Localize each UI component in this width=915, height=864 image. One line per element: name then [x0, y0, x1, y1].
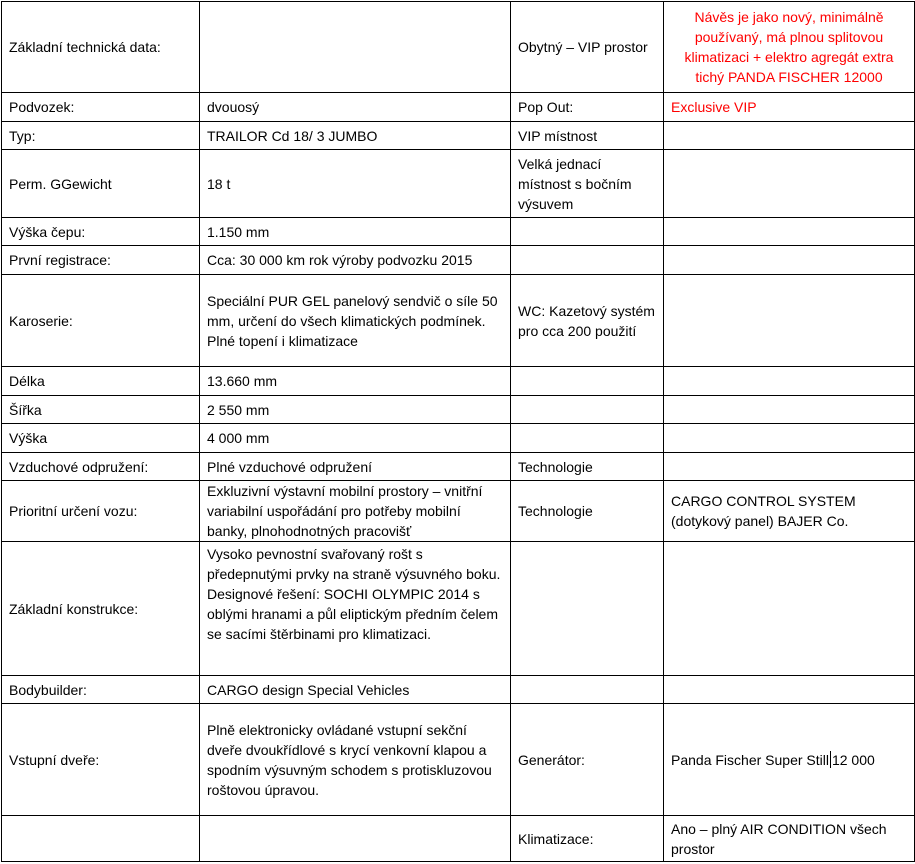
table-row	[2, 246, 915, 275]
row-label: První registrace:	[2, 246, 200, 275]
row-value: TRAILOR Cd 18/ 3 JUMBO	[200, 122, 511, 150]
table-row	[2, 481, 915, 542]
feature-label: Generátor:	[511, 704, 664, 816]
feature-label: Technologie	[511, 481, 664, 542]
row-label: Podvozek:	[2, 93, 200, 122]
row-label: Bodybuilder:	[2, 676, 200, 704]
generator-power: 12 000	[831, 751, 875, 768]
feature-value	[664, 396, 915, 424]
feature-label: Pop Out:	[511, 93, 664, 122]
feature-value	[664, 246, 915, 275]
text-cursor	[830, 751, 831, 768]
condition-note: Návěs je jako nový, minimálně používaný, má plnou splitovou klimatizaci + elektro agregát extra tichý PANDA FISCHER 12000	[664, 2, 915, 93]
feature-value: CARGO CONTROL SYSTEM (dotykový panel) BAJER Co.	[664, 481, 915, 542]
feature-label: VIP místnost	[511, 122, 664, 150]
table-row	[2, 122, 915, 150]
row-value: 4 000 mm	[200, 424, 511, 453]
feature-value	[664, 122, 915, 150]
row-value: CARGO design Special Vehicles	[200, 676, 511, 704]
spec-table	[1, 1, 915, 862]
table-row	[2, 93, 915, 122]
row-label	[2, 816, 200, 862]
row-value: Cca: 30 000 km rok výroby podvozku 2015	[200, 246, 511, 275]
feature-label	[511, 676, 664, 704]
table-row	[2, 150, 915, 218]
row-label: Vstupní dveře:	[2, 704, 200, 816]
feature-label	[511, 424, 664, 453]
row-label: Šířka	[2, 396, 200, 424]
table-row	[2, 396, 915, 424]
feature-label	[511, 542, 664, 676]
row-label: Výška čepu:	[2, 218, 200, 246]
feature-label	[511, 246, 664, 275]
table-row	[2, 704, 915, 816]
row-value: Vysoko pevnostní svařovaný rošt s předepnutými prvky na straně výsuvného boku. Designové řešení: SOCHI OLYMPIC 2014 s oblými hranami a půl eliptickým předním čelem se sacími štěrbinami pro klimatizaci.	[200, 542, 511, 676]
feature-value	[664, 367, 915, 396]
feature-value	[664, 424, 915, 453]
row-value: 1.150 mm	[200, 218, 511, 246]
feature-value	[664, 542, 915, 676]
table-row	[2, 542, 915, 676]
feature-label	[511, 396, 664, 424]
row-label: Délka	[2, 367, 200, 396]
table-row	[2, 453, 915, 481]
row-value: 2 550 mm	[200, 396, 511, 424]
feature-label: Velká jednací místnost s bočním výsuvem	[511, 150, 664, 218]
row-value: Speciální PUR GEL panelový sendvič o síle 50 mm, určení do všech klimatických podmínek. Plné topení i klimatizace	[200, 275, 511, 367]
row-value	[200, 2, 511, 93]
row-label: Prioritní určení vozu:	[2, 481, 200, 542]
feature-value: Ano – plný AIR CONDITION všech prostor	[664, 816, 915, 862]
row-label: Vzduchové odpružení:	[2, 453, 200, 481]
table-row	[2, 218, 915, 246]
row-label: Karoserie:	[2, 275, 200, 367]
row-value: 18 t	[200, 150, 511, 218]
row-label: Perm. GGewicht	[2, 150, 200, 218]
row-label: Typ:	[2, 122, 200, 150]
row-value	[200, 816, 511, 862]
feature-value	[664, 453, 915, 481]
feature-value	[664, 275, 915, 367]
feature-label: Klimatizace:	[511, 816, 664, 862]
table-row	[2, 367, 915, 396]
feature-value	[664, 218, 915, 246]
row-label: Základní konstrukce:	[2, 542, 200, 676]
feature-label: Obytný – VIP prostor	[511, 2, 664, 93]
row-value: Plné vzduchové odpružení	[200, 453, 511, 481]
table-row	[2, 2, 915, 93]
feature-label	[511, 218, 664, 246]
feature-label	[511, 367, 664, 396]
row-value: Plně elektronicky ovládané vstupní sekční dveře dvoukřídlové s krycí venkovní klapou a spodním výsuvným schodem s protiskluzovou roštovou úpravou.	[200, 704, 511, 816]
row-value: Exkluzivní výstavní mobilní prostory – vnitřní variabilní uspořádání pro potřeby mobilní banky, plnohodnotných pracovišť	[200, 481, 511, 542]
table-row	[2, 676, 915, 704]
feature-value	[664, 150, 915, 218]
feature-label: WC: Kazetový systém pro cca 200 použití	[511, 275, 664, 367]
table-row	[2, 816, 915, 862]
feature-value: Exclusive VIP	[664, 93, 915, 122]
feature-value	[664, 704, 915, 816]
feature-value	[664, 676, 915, 704]
table-row	[2, 424, 915, 453]
row-label: Základní technická data:	[2, 2, 200, 93]
row-label: Výška	[2, 424, 200, 453]
row-value: dvouosý	[200, 93, 511, 122]
table-row	[2, 275, 915, 367]
row-value: 13.660 mm	[200, 367, 511, 396]
generator-model: Panda Fischer Super Still	[671, 751, 829, 768]
feature-label: Technologie	[511, 453, 664, 481]
